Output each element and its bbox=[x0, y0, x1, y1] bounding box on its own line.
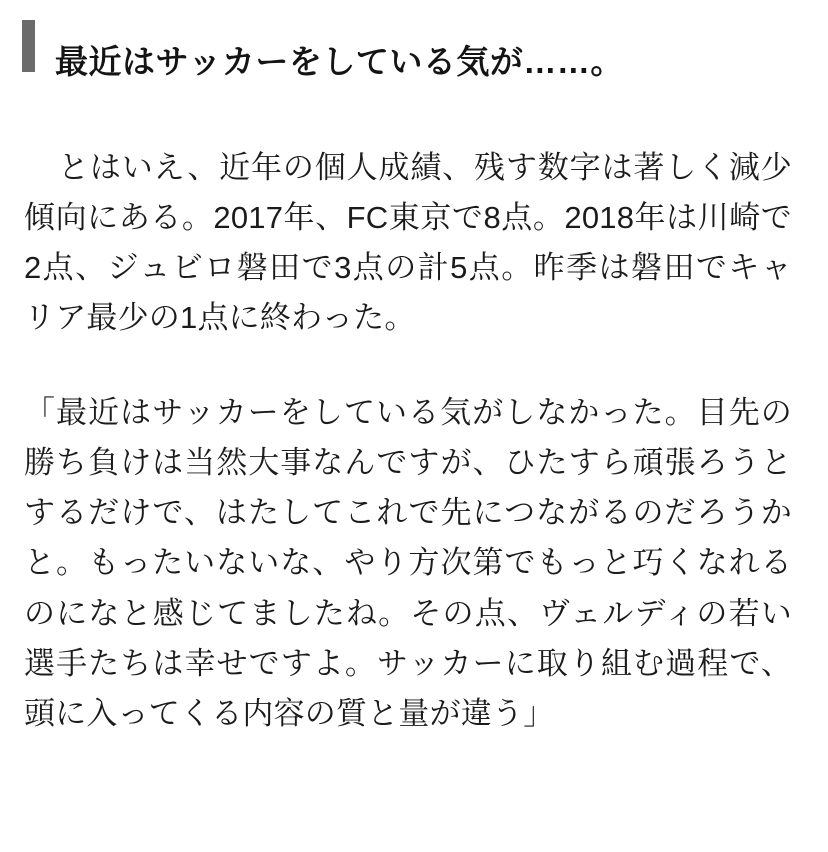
heading-accent-bar bbox=[22, 20, 35, 72]
paragraph-1: とはいえ、近年の個人成績、残す数字は著しく減少傾向にある。2017年、FC東京で8点。2018年は川崎で2点、ジュビロ磐田で3点の計5点。昨季は磐田でキャリア最少の1点に終わった。 bbox=[24, 149, 792, 336]
section-heading bbox=[22, 18, 798, 107]
heading-title: 最近はサッカーをしている気が……。 bbox=[55, 43, 624, 81]
paragraph-2: 「最近はサッカーをしている気がしなかった。目先の勝ち負けは当然大事なんですが、ひたすら頑張ろうとするだけで、はたしてこれで先につながるのだろうかと。もったいないな、やり方次第でもっと巧くなれるのになと感じてましたね。その点、ヴェルディの若い選手たちは幸せですよ。サッカーに取り組む過程で、頭に入ってくる内容の質と量が違う」 bbox=[24, 394, 792, 731]
